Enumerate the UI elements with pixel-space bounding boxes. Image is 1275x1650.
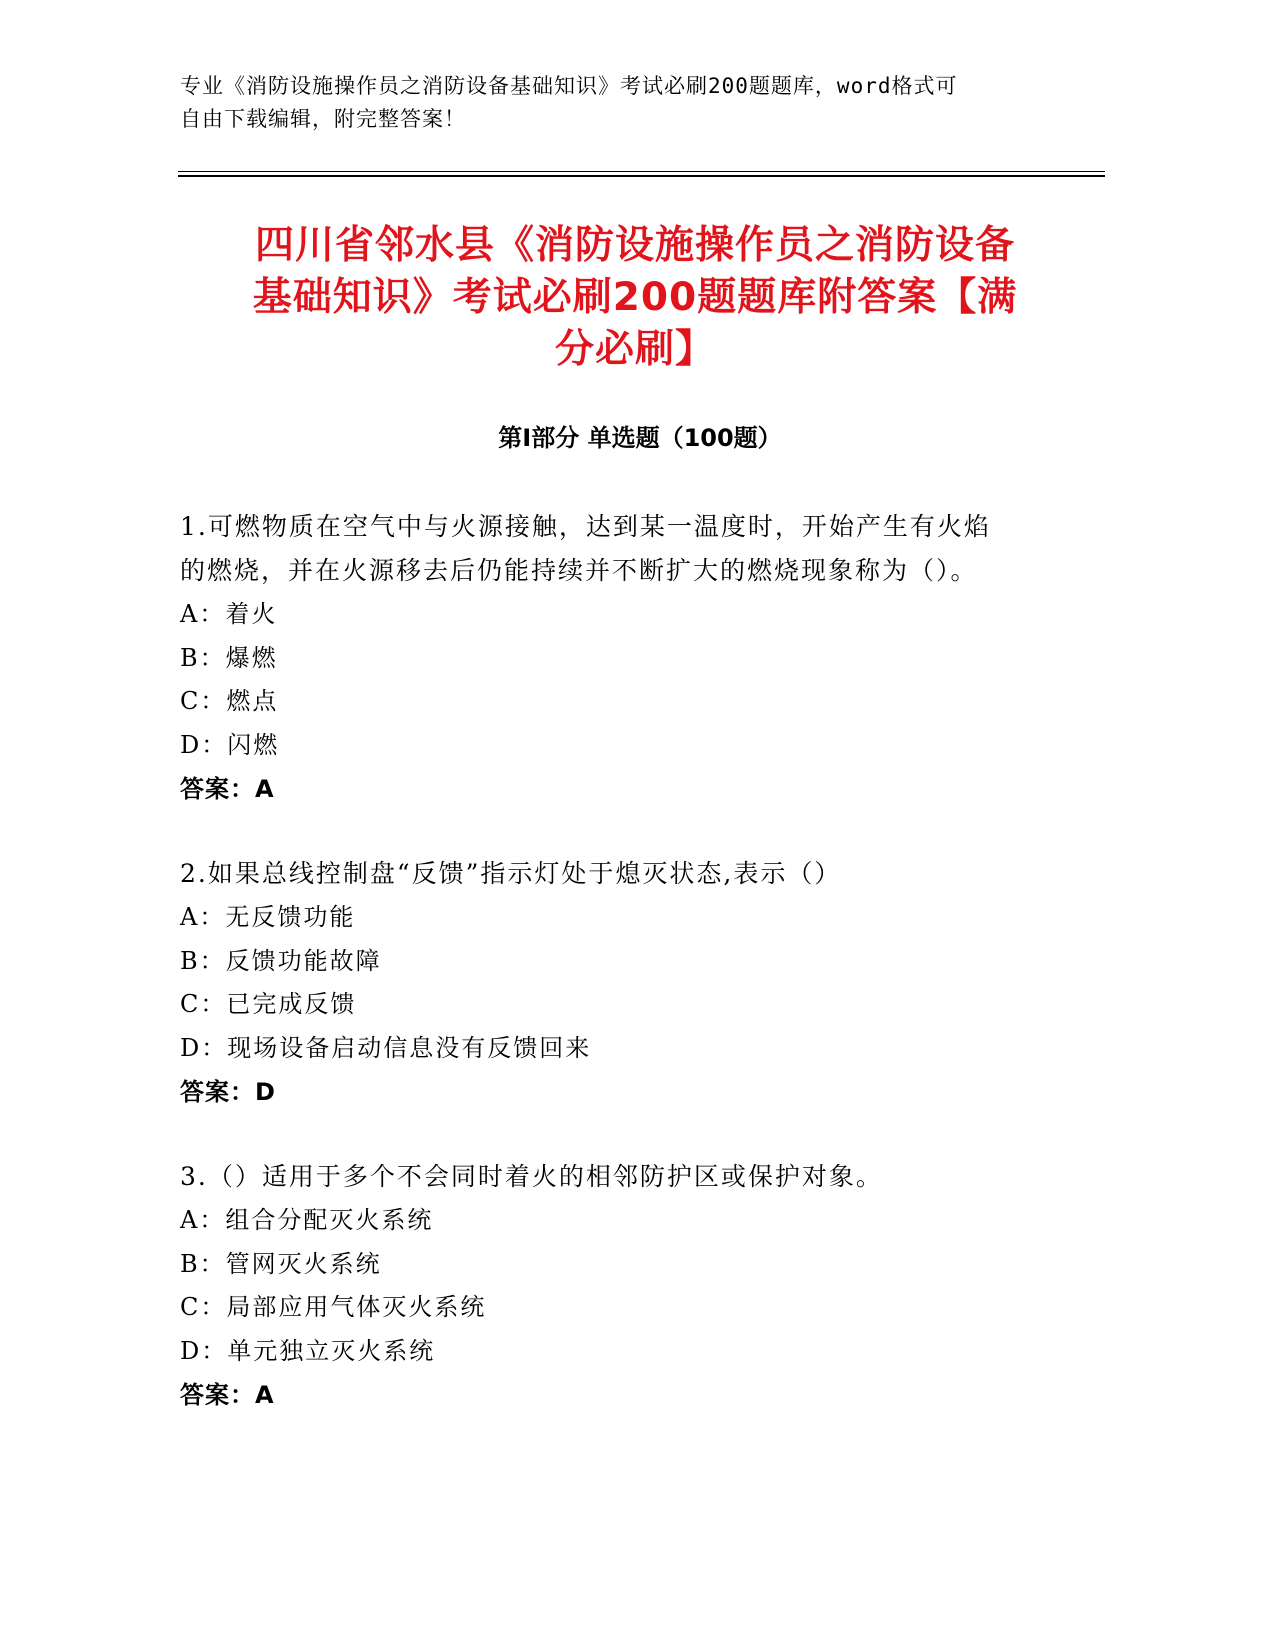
option-c: C：局部应用气体灭火系统 bbox=[180, 1293, 487, 1321]
question-2 bbox=[180, 852, 1100, 1114]
option-d: D：现场设备启动信息没有反馈回来 bbox=[180, 1033, 592, 1062]
option-a: A：无反馈功能 bbox=[180, 903, 356, 931]
question-stem: 3.（）适用于多个不会同时着火的相邻防护区或保护对象。 bbox=[180, 1162, 883, 1191]
answer: 答案：A bbox=[180, 775, 275, 803]
question-3 bbox=[180, 1155, 1100, 1417]
option-d: D：单元独立灭火系统 bbox=[180, 1336, 436, 1365]
option-d: D：闪燃 bbox=[180, 730, 280, 759]
option-a: A：组合分配灭火系统 bbox=[180, 1206, 434, 1234]
document-header-note bbox=[180, 70, 1110, 136]
option-b: B：爆燃 bbox=[180, 643, 278, 672]
option-a: A：着火 bbox=[180, 600, 278, 628]
question-1 bbox=[180, 505, 1100, 811]
header-line-1: 专业《消防设施操作员之消防设备基础知识》考试必刷200题题库，word格式可 bbox=[180, 74, 958, 98]
answer: 答案：A bbox=[180, 1381, 275, 1409]
section-heading: 第Ⅰ部分 单选题（100题） bbox=[498, 424, 782, 452]
option-c: C：已完成反馈 bbox=[180, 990, 357, 1018]
answer: 答案：D bbox=[180, 1078, 276, 1106]
header-divider-thick bbox=[178, 175, 1105, 177]
title-line-1: 四川省邻水县《消防设施操作员之消防设备 bbox=[254, 223, 1015, 268]
question-stem: 1.可燃物质在空气中与火源接触，达到某一温度时，开始产生有火焰 bbox=[180, 512, 991, 541]
document-title bbox=[170, 220, 1100, 376]
question-stem: 2.如果总线控制盘“反馈”指示灯处于熄灭状态,表示（） bbox=[180, 859, 842, 888]
title-line-2: 基础知识》考试必刷200题题库附答案【满 bbox=[252, 275, 1018, 320]
option-b: B：管网灭火系统 bbox=[180, 1249, 382, 1278]
option-c: C：燃点 bbox=[180, 687, 279, 715]
option-b: B：反馈功能故障 bbox=[180, 946, 382, 975]
question-list bbox=[180, 505, 1100, 1458]
header-line-2: 自由下载编辑，附完整答案！ bbox=[180, 107, 466, 131]
header-divider-thin bbox=[178, 171, 1105, 172]
question-stem-cont: 的燃烧，并在火源移去后仍能持续并不断扩大的燃烧现象称为（）。 bbox=[180, 556, 978, 585]
title-line-3: 分必刷】 bbox=[554, 327, 715, 372]
